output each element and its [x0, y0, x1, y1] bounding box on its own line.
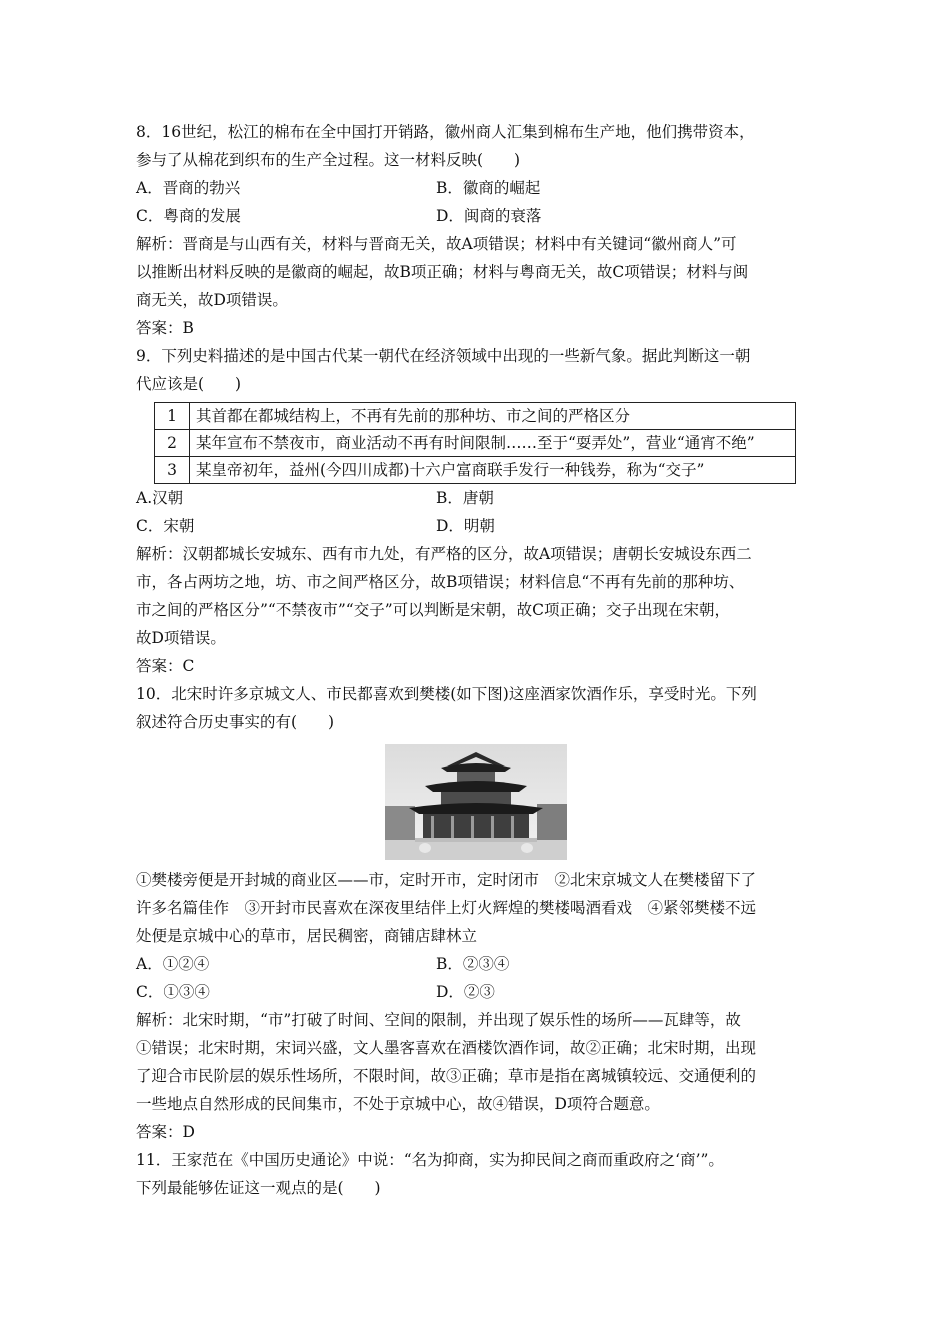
option-c: C．粤商的发展	[136, 207, 241, 225]
option-c: C．宋朝	[136, 517, 195, 535]
question-stem: 11．王家范在《中国历史通论》中说：“名为抑商，实为抑民间之商而重政府之‘商’”。	[136, 1151, 724, 1169]
statement-text: ①樊楼旁便是开封城的商业区——市，定时开市，定时闭市 ②北宋京城文人在樊楼留下了	[136, 871, 757, 889]
analysis-text: 市，各占两坊之地，坊、市之间严格区分，故B项错误；材料信息“不再有先前的那种坊、	[136, 573, 745, 591]
analysis-text: 解析：北宋时期，“市”打破了时间、空间的限制，并出现了娱乐性的场所——瓦肆等，故	[136, 1011, 741, 1029]
row-number: 2	[155, 430, 190, 457]
source-table	[154, 402, 796, 484]
option-b: B．②③④	[436, 955, 510, 973]
row-number: 3	[155, 457, 190, 484]
document-page	[136, 118, 816, 1202]
question-stem: 代应该是( )	[136, 375, 242, 393]
question-stem: 叙述符合历史事实的有( )	[136, 713, 335, 731]
analysis-text: 一些地点自然形成的民间集市，不处于京城中心，故④错误，D项符合题意。	[136, 1095, 660, 1113]
table-row	[155, 430, 796, 457]
table-row	[155, 457, 796, 484]
options-row	[136, 950, 816, 978]
question-9	[136, 342, 816, 680]
options-row	[136, 978, 816, 1006]
options-row	[136, 202, 816, 230]
question-10	[136, 680, 816, 1146]
option-c: C．①③④	[136, 983, 210, 1001]
analysis-text: 故D项错误。	[136, 629, 226, 647]
row-text: 其首都在都城结构上，不再有先前的那种坊、市之间的严格区分	[190, 403, 796, 430]
question-stem: 参与了从棉花到织布的生产全过程。这一材料反映( )	[136, 151, 521, 169]
table-row	[155, 403, 796, 430]
analysis-text: 市之间的严格区分”“不禁夜市”“交子”可以判断是宋朝，故C项正确；交子出现在宋朝，	[136, 601, 730, 619]
answer-text: 答案：C	[136, 657, 195, 675]
fanlou-pavilion-photo	[385, 744, 567, 860]
analysis-text: ①错误；北宋时期，宋词兴盛，文人墨客喜欢在酒楼饮酒作词，故②正确；北宋时期，出现	[136, 1039, 757, 1057]
analysis-text: 了迎合市民阶层的娱乐性场所，不限时间，故③正确；草市是指在离城镇较远、交通便利的	[136, 1067, 757, 1085]
row-text: 某年宣布不禁夜市，商业活动不再有时间限制……至于“耍弄处”，营业“通宵不绝”	[190, 430, 796, 457]
question-stem: 下列最能够佐证这一观点的是( )	[136, 1179, 381, 1197]
question-stem: 9．下列史料描述的是中国古代某一朝代在经济领域中出现的一些新气象。据此判断这一朝	[136, 347, 751, 365]
analysis-text: 解析：晋商是与山西有关，材料与晋商无关，故A项错误；材料中有关键词“徽州商人”可	[136, 235, 737, 253]
option-a: A.汉朝	[136, 489, 184, 507]
photo-container	[136, 744, 816, 860]
analysis-text: 商无关，故D项错误。	[136, 291, 288, 309]
row-number: 1	[155, 403, 190, 430]
options-row	[136, 484, 816, 512]
option-a: A．晋商的勃兴	[136, 179, 241, 197]
question-8	[136, 118, 816, 342]
analysis-text: 解析：汉朝都城长安城东、西有市九处，有严格的区分，故A项错误；唐朝长安城设东西二	[136, 545, 752, 563]
option-b: B．徽商的崛起	[436, 179, 541, 197]
option-d: D．明朝	[436, 517, 495, 535]
statement-text: 处便是京城中心的草市，居民稠密，商铺店肆林立	[136, 927, 478, 945]
option-a: A．①②④	[136, 955, 210, 973]
options-row	[136, 174, 816, 202]
option-b: B．唐朝	[436, 489, 494, 507]
analysis-text: 以推断出材料反映的是徽商的崛起，故B项正确；材料与粤商无关，故C项错误；材料与闽	[136, 263, 749, 281]
statement-text: 许多名篇佳作 ③开封市民喜欢在深夜里结伴上灯火辉煌的樊楼喝酒看戏 ④紧邻樊楼不远	[136, 899, 757, 917]
answer-text: 答案：D	[136, 1123, 195, 1141]
question-11	[136, 1146, 816, 1202]
option-d: D．闽商的衰落	[436, 207, 542, 225]
row-text: 某皇帝初年，益州(今四川成都)十六户富商联手发行一种钱券，称为“交子”	[190, 457, 796, 484]
question-stem: 8．16世纪，松江的棉布在全中国打开销路，徽州商人汇集到棉布生产地，他们携带资本，	[136, 123, 755, 141]
option-d: D．②③	[436, 983, 495, 1001]
question-stem: 10．北宋时许多京城文人、市民都喜欢到樊楼(如下图)这座酒家饮酒作乐，享受时光。下列	[136, 685, 757, 703]
answer-text: 答案：B	[136, 319, 194, 337]
options-row	[136, 512, 816, 540]
